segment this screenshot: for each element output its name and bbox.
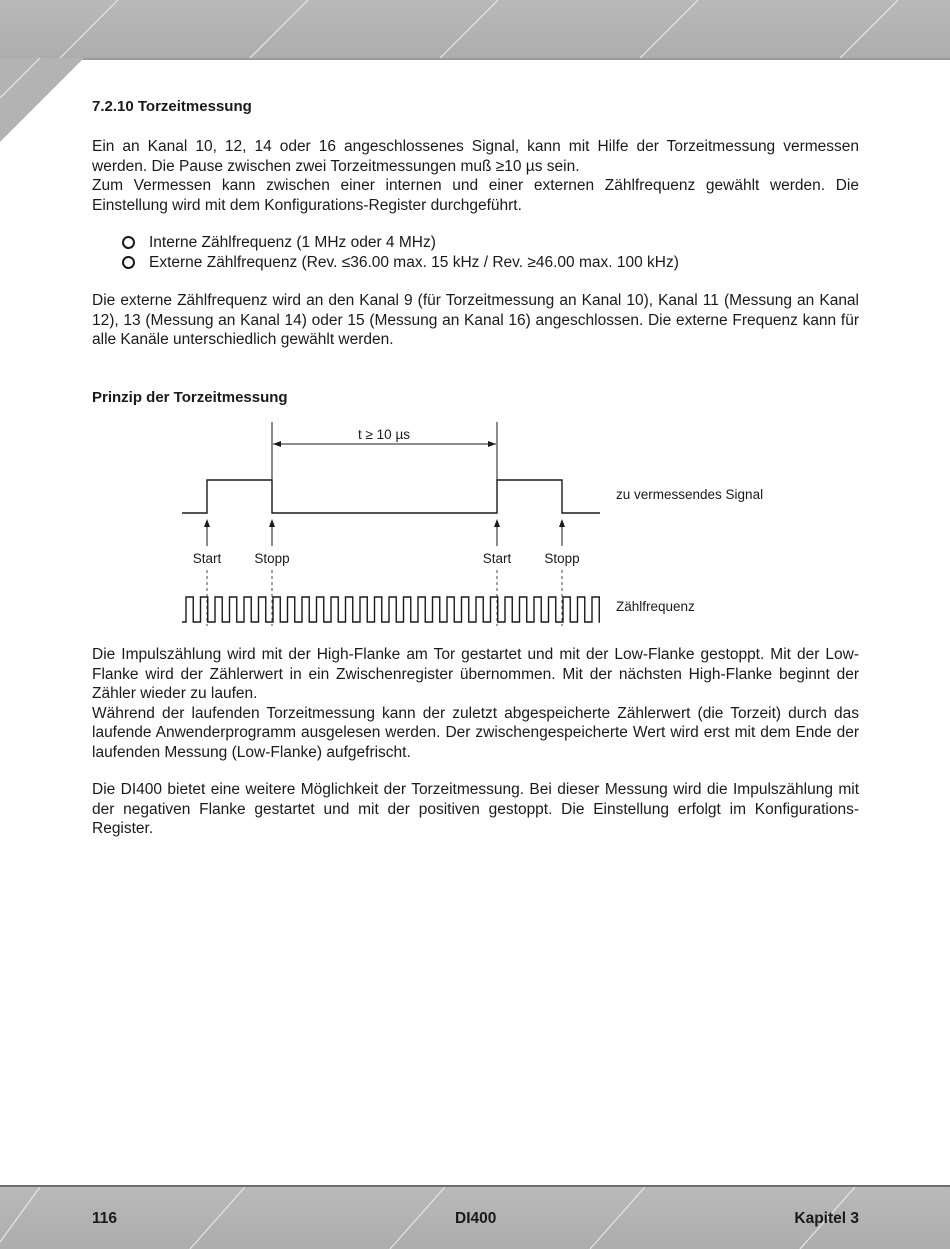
duration-label: t ≥ 10 µs xyxy=(358,427,410,442)
circle-bullet-icon xyxy=(122,256,135,269)
footer-document-title: DI400 xyxy=(455,1210,497,1227)
intro-paragraph-2: Zum Vermessen kann zwischen einer internen und einer externen Zählfrequenz gewählt werden. Die Einstellung wird mit dem Konfigurations-Register durchgeführt. xyxy=(92,177,859,214)
impulse-paragraph-1: Die Impulszählung wird mit der High-Flanke am Tor gestartet und mit der Low-Flanke gestoppt. Mit der Low-Flanke wird der Zählerwert in ein Zwischenregister übernommen. Mit der nächsten High-Flanke beginnt der Zähler wieder zu laufen. xyxy=(92,646,859,702)
spacer xyxy=(92,273,859,291)
circle-bullet-icon xyxy=(122,236,135,249)
signal-label: zu vermessendes Signal xyxy=(616,487,764,502)
list-item xyxy=(122,233,859,253)
external-frequency-paragraph: Die externe Zählfrequenz wird an den Kanal 9 (für Torzeitmessung an Kanal 10), Kanal 11 (Messung an Kanal 12), 13 (Messung an Kanal 14) oder 15 (Messung an Kanal 16) angeschlossen. Die externe Frequenz kann für alle Kanäle unterschiedlich gewählt werden. xyxy=(92,292,859,348)
intro-paragraph-1: Ein an Kanal 10, 12, 14 oder 16 angeschlossenes Signal, kann mit Hilfe der Torzeitmessung vermessen werden. Die Pause zwischen zwei Torzeitmessungen muß ≥10 µs sein. xyxy=(92,138,859,175)
marker-start-1: Start xyxy=(192,551,222,566)
dimension-arrowhead-left xyxy=(273,441,281,447)
list-item xyxy=(122,253,859,273)
di400-paragraph: Die DI400 bietet eine weitere Möglichkeit der Torzeitmessung. Bei dieser Messung wird die Impulszählung mit der negativen Flanke gestartet und mit der positiven gestoppt. Die Einstellung erfolgt im Konfigurations-Register. xyxy=(92,781,859,837)
header-stripes xyxy=(0,0,950,58)
arrow-up-icon xyxy=(494,519,500,527)
gate-signal-waveform xyxy=(182,480,600,513)
spacer xyxy=(92,762,859,780)
list-item-label: Externe Zählfrequenz (Rev. ≤36.00 max. 15 kHz / Rev. ≥46.00 max. 100 kHz) xyxy=(149,254,679,271)
dimension-arrowhead-right xyxy=(488,441,496,447)
list-item-label: Interne Zählfrequenz (1 MHz oder 4 MHz) xyxy=(149,234,436,251)
frequency-label: Zählfrequenz xyxy=(616,599,695,614)
corner-decoration xyxy=(0,58,90,148)
marker-start-2: Start xyxy=(482,551,512,566)
footer-chapter: Kapitel 3 xyxy=(794,1210,859,1227)
spacer xyxy=(92,215,859,233)
arrow-up-icon xyxy=(559,519,565,527)
edge-markers xyxy=(204,519,565,546)
impulse-paragraph-2: Während der laufenden Torzeitmessung kann der zuletzt abgespeicherte Zählerwert (die Torzeit) durch das laufende Anwenderprogramm ausgelesen werden. Der zwischengespeicherte Wert wird erst mit dem Ende der laufenden Messung (Low-Flanke) aufgefrischt. xyxy=(92,704,859,761)
header-band xyxy=(0,0,950,60)
section-title: 7.2.10 Torzeitmessung xyxy=(92,98,252,115)
arrow-up-icon xyxy=(269,519,275,527)
frequency-options-list xyxy=(122,233,859,273)
timing-diagram xyxy=(170,422,790,634)
page-content-continued xyxy=(92,645,859,839)
timing-diagram-svg xyxy=(170,422,790,634)
diagram-heading: Prinzip der Torzeitmessung xyxy=(92,388,288,406)
spacer xyxy=(92,350,859,388)
counting-frequency-waveform xyxy=(182,597,600,622)
edge-guide-lines xyxy=(207,570,562,626)
footer-page-number: 116 xyxy=(92,1210,118,1227)
marker-stop-1: Stopp xyxy=(254,551,290,566)
marker-stop-2: Stopp xyxy=(544,551,580,566)
page-content xyxy=(92,97,859,408)
arrow-up-icon xyxy=(204,519,210,527)
